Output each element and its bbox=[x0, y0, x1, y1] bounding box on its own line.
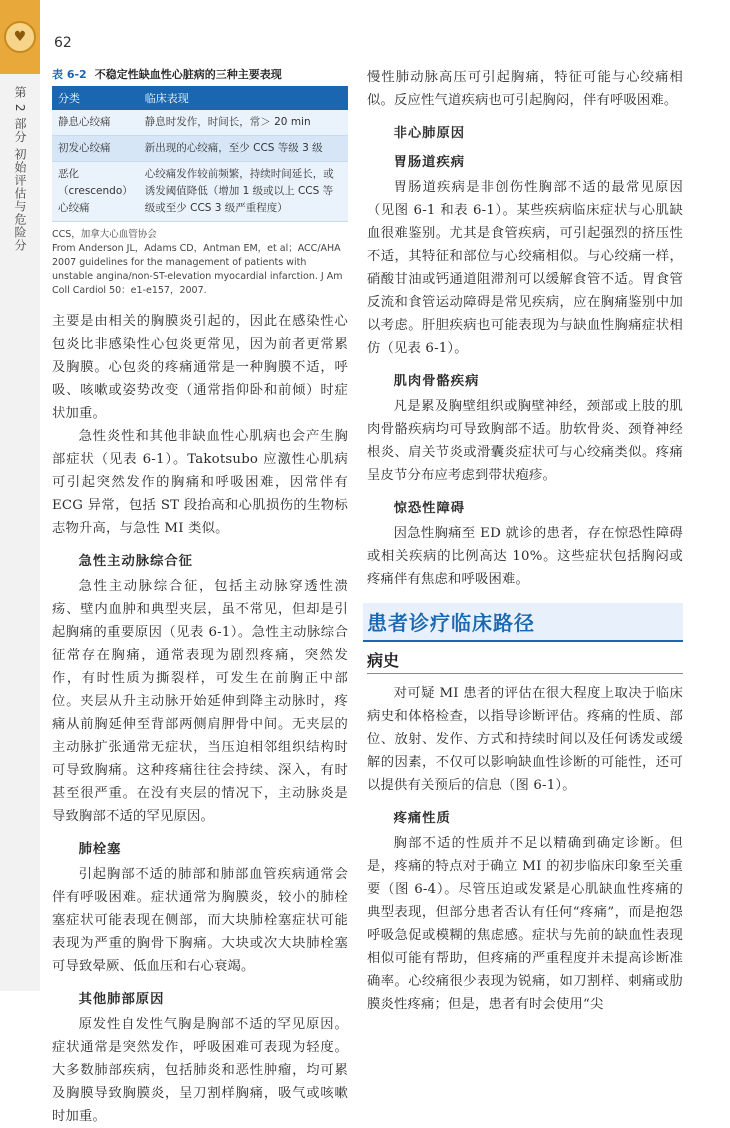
table-header: 临床表现 bbox=[139, 86, 348, 110]
table-abbrev-note: CCS，加拿大心血管协会 bbox=[52, 229, 157, 240]
table-row bbox=[52, 162, 348, 222]
paragraph: 胸部不适的性质并不足以精确到确定诊断。但是，疼痛的特点对于确立 MI 的初步临床印象至关重要（图 6-4）。尽管压迫或发紧是心肌缺血性疼痛的典型表现，但部分患者否认有任何“疼痛”，而是抱怨呼吸急促或模糊的焦虑感。症状与先前的缺血性表现相似可能有帮助，但疼痛的严重程度并未提高诊断准确率。心绞痛很少表现为锐痛，如刀割样、刺痛或肋膜炎性疼痛；但是，患者有时会使用“尖 bbox=[367, 836, 683, 1012]
table-cell: 静息时发作，时间长，常＞ 20 min bbox=[139, 110, 348, 136]
section-heading-clinical-pathway: 患者诊疗临床路径 bbox=[363, 603, 683, 642]
paragraph: 主要是由相关的胸膜炎引起的，因此在感染性心包炎比非感染性心包炎更常见，因为前者更常累及胸膜。心包炎的疼痛通常是一种胸膜不适，呼吸、咳嗽或姿势改变（通常指仰卧和前倾）时症状加重。 bbox=[52, 314, 348, 421]
table-cell: 新出现的心绞痛，至少 CCS 等级 3 级 bbox=[139, 136, 348, 162]
table-header: 分类 bbox=[52, 86, 139, 110]
subheading-aortic: 急性主动脉综合征 bbox=[78, 554, 193, 569]
chapter-logo-icon: ♥ bbox=[4, 21, 36, 53]
paragraph: 胃肠道疾病是非创伤性胸部不适的最常见原因（见图 6-1 和表 6-1）。某些疾病临床症状与心肌缺血很难鉴别。尤其是食管疾病，可引起强烈的挤压性不适，其特征和部位与心绞痛相似。与心绞痛一样，硝酸甘油或钙通道阻滞剂可以缓解食管不适。胃食管反流和食管运动障碍是常见疾病，应在胸痛鉴别中加以考虑。肝胆疾病也可能表现为与缺血性胸痛症状相仿（见表 6-1）。 bbox=[367, 180, 683, 356]
subheading-panic: 惊恐性障碍 bbox=[393, 501, 466, 516]
table-cell: 心绞痛发作较前频繁，持续时间延长，或诱发阈值降低（增加 1 级或以上 CCS 等级或至少 CCS 3 级严重程度） bbox=[139, 162, 348, 222]
table-source-note: From Anderson JL，Adams CD，Antman EM，et al；ACC/AHA 2007 guidelines for the management of patients with unstable angina/non-ST-elevation myocardial infarction. J Am Coll Cardiol 50：e1-e157，2007. bbox=[52, 243, 343, 296]
table-number: 表 6-2 bbox=[52, 68, 87, 81]
paragraph: 凡是累及胸壁组织或胸壁神经，颈部或上肢的肌肉骨骼疾病均可导致胸部不适。肋软骨炎、颈脊神经根炎、肩关节炎或滑囊炎症状可与心绞痛类似。疼痛呈皮节分布应考虑到带状疱疹。 bbox=[367, 399, 683, 483]
table-caption bbox=[52, 66, 348, 82]
right-column bbox=[367, 66, 683, 1016]
paragraph: 原发性自发性气胸是胸部不适的罕见原因。症状通常是突然发作，呼吸困难可表现为轻度。大多数肺部疾病，包括肺炎和恶性肿瘤，均可累及胸膜导致胸膜炎，呈刀割样胸痛，吸气或咳嗽时加重。 bbox=[52, 1017, 348, 1124]
paragraph: 急性主动脉综合征，包括主动脉穿透性溃疡、壁内血肿和典型夹层，虽不常见，但却是引起胸痛的重要原因（见表 6-1）。急性主动脉综合征常存在胸痛，通常表现为剧烈疼痛，突然发作，有时性质为撕裂样，可发生在前胸正中部位。夹层从升主动脉开始延伸到降主动脉时，疼痛从前胸延伸至背部两侧肩胛骨中间。无夹层的主动脉扩张通常无症状，当压迫相邻组织结构时可导致胸痛。这种疼痛往往会持续、深入，有时甚至很严重。在没有夹层的情况下，主动脉炎是导致胸部不适的罕见原因。 bbox=[52, 579, 348, 824]
paragraph: 引起胸部不适的肺部和肺部血管疾病通常会伴有呼吸困难。症状通常为胸膜炎，较小的肺栓塞症状可能表现在侧部，而大块肺栓塞症状可能表现为严重的胸骨下胸痛。大块或次大块肺栓塞可导致晕厥、低血压和右心衰竭。 bbox=[52, 867, 348, 974]
table-cell: 静息心绞痛 bbox=[52, 110, 139, 136]
table-row bbox=[52, 110, 348, 136]
table-note bbox=[52, 228, 348, 298]
page-number: 62 bbox=[54, 35, 72, 51]
subheading-noncardiac: 非心肺原因 bbox=[393, 126, 466, 141]
paragraph: 因急性胸痛至 ED 就诊的患者，存在惊恐性障碍或相关疾病的比例高达 10%。这些症状包括胸闷或疼痛伴有焦虑和呼吸困难。 bbox=[367, 526, 683, 587]
table-cell: 恶化（crescendo）心绞痛 bbox=[52, 162, 139, 222]
subheading-msk: 肌肉骨骼疾病 bbox=[393, 374, 480, 389]
subheading-gi: 胃肠道疾病 bbox=[393, 155, 466, 170]
paragraph: 对可疑 MI 患者的评估在很大程度上取决于临床病史和体格检查，以指导诊断评估。疼痛的性质、部位、放射、发作、方式和持续时间以及任何诱发或缓解的因素，不仅可以影响缺血性诊断的可能性，还可以提供有关预后的信息（图 6-1）。 bbox=[367, 686, 683, 793]
table-cell: 初发心绞痛 bbox=[52, 136, 139, 162]
paragraph: 慢性肺动脉高压可引起胸痛，特征可能与心绞痛相似。反应性气道疾病也可引起胸闷，伴有呼吸困难。 bbox=[367, 70, 683, 108]
chapter-tab bbox=[0, 0, 40, 74]
table-title: 不稳定性缺血性心脏病的三种主要表现 bbox=[94, 68, 282, 81]
table-row bbox=[52, 136, 348, 162]
subheading-pe: 肺栓塞 bbox=[78, 842, 122, 857]
angina-table bbox=[52, 86, 348, 222]
subheading-other-pulmonary: 其他肺部原因 bbox=[78, 992, 165, 1007]
section-side-label: 第 2 部分 初始评估与危险分 bbox=[13, 86, 27, 253]
paragraph: 急性炎性和其他非缺血性心肌病也会产生胸部症状（见表 6-1）。Takotsubo 应激性心肌病可引起突然发作的胸痛和呼吸困难，因常伴有 ECG 异常，包括 ST 段抬高和心肌损伤的生物标志物升高，与急性 MI 类似。 bbox=[52, 429, 348, 536]
section-heading-history: 病史 bbox=[367, 648, 683, 674]
subheading-pain-character: 疼痛性质 bbox=[393, 811, 451, 826]
left-column bbox=[52, 66, 348, 1128]
